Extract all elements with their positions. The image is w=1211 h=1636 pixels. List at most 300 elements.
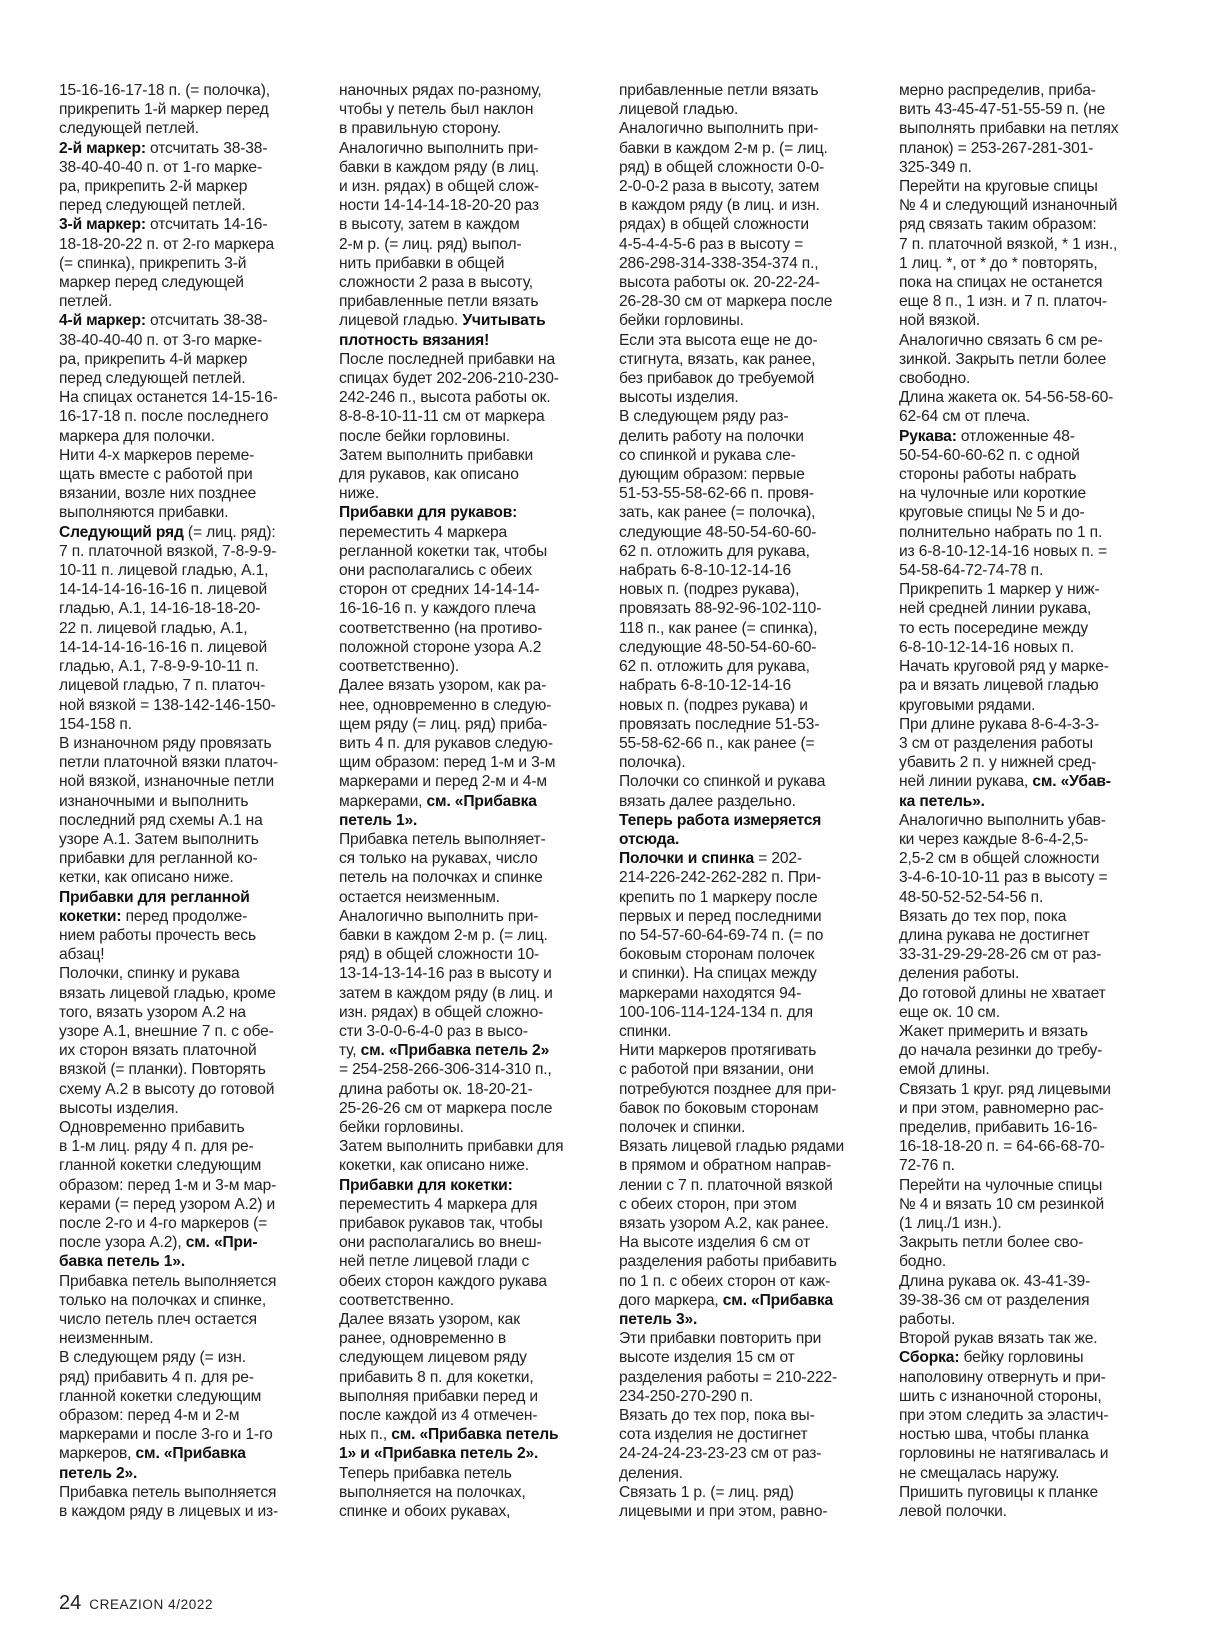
text-line: набрать 6-8-10-12-14-16 [619,677,792,695]
text-line: ту, см. «Прибавка петель 2» [339,1042,550,1060]
text-line: круговыми рядами. [899,696,1036,714]
text-line: маркерами и после 3-го и 1-го [59,1426,273,1444]
text-line: 10-11 п. лицевой гладью, А.1, [59,562,269,580]
text-line: 118 п., как ранее (= спинка), [619,619,818,637]
text-line: 4-й маркер: отсчитать 38-38- [59,312,268,330]
text-line: Аналогично выполнить убав- [899,811,1106,829]
text-line: 26-28-30 см от маркера после [619,293,833,311]
text-line: шить с изнаночной стороны, [899,1387,1102,1405]
text-line: Второй рукав вязать так же. [899,1330,1098,1348]
text-line: 72-76 п. [899,1157,955,1175]
text-line: Рукава: отложенные 48- [899,427,1075,445]
text-line: после каждой из 4 отмечен- [339,1407,538,1425]
text-line: мерно распределив, приба- [899,82,1096,99]
text-line: пока на спицах не останется [899,274,1103,292]
text-line: горловины не натягивалась и [899,1445,1109,1463]
text-line: нием работы прочесть весь [59,926,256,944]
text-line: Полочки, спинку и рукава [59,965,240,983]
text-line: № 4 и следующий изнаночный [899,197,1118,215]
text-line: разделения работы = 210-222- [619,1368,838,1386]
text-line: работы. [899,1311,956,1328]
text-line: свободно. [899,370,971,388]
text-line: длина рукава не достигнет [899,926,1090,944]
text-line: на чулочные или короткие [899,485,1087,503]
text-line: Вязать лицевой гладью рядами [619,1138,845,1156]
text-line: 154-158 п. [59,715,132,733]
text-line: ных п., см. «Прибавка петель [339,1426,559,1444]
text-line: До готовой длины не хватает [899,984,1106,1002]
text-line: следующие 48-50-54-60-60- [619,523,817,541]
text-line: Эти прибавки повторить при [619,1330,822,1348]
text-line: гланной кокетки следующим [59,1387,262,1405]
text-line: 16-18-18-20 п. = 64-66-68-70- [899,1138,1105,1156]
text-line: плотность вязания! [339,331,490,349]
text-line: разделения работы прибавить [619,1253,837,1271]
text-line: Затем выполнить прибавки для [339,1138,564,1156]
text-line: соответственно (на противо- [339,619,543,637]
text-line: гладью, А.1, 14-16-18-18-20- [59,600,261,618]
text-line: прибавленные петли вязать [339,293,539,311]
text-line: Длина рукава ок. 43-41-39- [899,1272,1091,1290]
text-line: сторон от средних 14-14-14- [339,581,540,599]
text-line: кетки, как описано ниже. [59,869,234,887]
text-line: бодно. [899,1253,947,1271]
text-line: полочка). [619,754,686,772]
text-line: Далее вязать узором, как ра- [339,677,547,695]
text-line: в каждом ряду (в лиц. и изн. [619,197,820,215]
text-line: ся только на рукавах, число [339,850,538,868]
text-line: нить прибавки в общей [339,254,505,272]
text-line: 8-8-8-10-11-11 см от маркера [339,408,545,426]
text-line: Прибавка петель выполняет- [339,830,546,848]
text-line: 13-14-13-14-16 раз в высоту и [339,965,552,983]
text-line: 51-53-55-58-62-66 п. провя- [619,485,814,503]
text-line: 3 см от разделения работы [899,734,1093,752]
text-line: узоре А.1, внешние 7 п. с обе- [59,1022,274,1040]
text-line: петли платочной вязки платоч- [59,754,278,772]
text-line: бавки в каждом 2-м р. (= лиц. [619,139,828,157]
text-line: В следующем ряду (= изн. [59,1349,246,1367]
text-line: выполнять прибавки на петлях [899,120,1119,138]
text-line: после узора А.2), см. «При- [59,1234,258,1252]
text-line: 62-64 см от плеча. [899,408,1030,426]
text-line: Перейти на круговые спицы [899,178,1098,196]
text-line: стигнута, вязать, как ранее, [619,350,816,368]
text-line: выполняется на полочках, [339,1483,526,1501]
text-line: 22 п. лицевой гладью, А.1, [59,619,248,637]
text-line: Закрыть петли более сво- [899,1234,1084,1252]
text-line: ряд) прибавить 4 п. для ре- [59,1368,254,1386]
text-line: образом: перед 1-м и 3-м мар- [59,1176,277,1194]
text-line: Нити 4-х маркеров переме- [59,446,255,464]
text-line: с работой при вязании, они [619,1061,814,1079]
text-line: Прибавки для регланной [59,888,250,906]
text-line: петель на полочках и спинке [339,869,543,887]
text-line: 24-24-24-23-23-23 см от раз- [619,1445,822,1463]
text-line: стороны работы набрать [899,466,1077,484]
text-line: выполняются прибавки. [59,504,229,522]
text-line: кокетки: перед продолже- [59,907,248,925]
text-line: дующим образом: первые [619,466,805,484]
text-line: 7 п. платочной вязкой, 7-8-9-9- [59,542,277,560]
text-line: сота изделия не достигнет [619,1426,808,1444]
text-line: то есть посередине между [899,619,1088,637]
text-line: Одновременно прибавить [59,1118,245,1136]
text-line: новых п. (подрез рукава) и [619,696,808,714]
text-line: На высоте изделия 6 см от [619,1234,810,1252]
text-line: следующей петлей. [59,120,199,138]
text-line: 25-26-26 см от маркера после [339,1099,553,1117]
text-line: Прибавки для рукавов: [339,504,518,522]
text-line: полочек и спинки. [619,1118,746,1136]
text-line: Следующий ряд (= лиц. ряд): [59,523,276,541]
text-line: прибавить 8 п. для кокетки, [339,1368,534,1386]
text-line: 62 п. отложить для рукава, [619,658,810,676]
text-line: Жакет примерить и вязать [899,1022,1088,1040]
text-line: следующие 48-50-54-60-60- [619,638,817,656]
text-line: 14-14-14-16-16-16 п. лицевой [59,581,268,599]
text-line: 54-58-64-72-74-78 п. [899,562,1044,580]
text-line: ряд) в общей сложности 10- [339,946,540,964]
text-line: Связать 1 р. (= лиц. ряд) [619,1483,794,1501]
text-line: вязать далее раздельно. [619,792,796,810]
text-line: до начала резинки до требу- [899,1042,1103,1060]
text-line: 48-50-52-52-54-56 п. [899,888,1044,906]
text-line: ной вязкой. [899,312,981,330]
text-line: после бейки горловины. [339,427,510,445]
text-line: емой длины. [899,1061,990,1079]
text-line: их сторон вязать платочной [59,1042,257,1060]
text-line: Нити маркеров протягивать [619,1042,817,1060]
text-line: перед следующей петлей. [59,370,246,388]
text-line: 38-40-40-40 п. от 1-го марке- [59,158,262,176]
text-line: пределив, прибавить 16-16- [899,1118,1098,1136]
text-line: бавок по боковым сторонам [619,1099,819,1117]
text-line: 2-м р. (= лиц. ряд) выпол- [339,235,522,253]
text-line: ней средней линии рукава, [899,600,1092,618]
text-line: соответственно. [339,1291,455,1309]
text-line: 1» и «Прибавка петель 2». [339,1445,539,1463]
text-line: прикрепить 1-й маркер перед [59,101,269,119]
text-line: число петель плеч остается [59,1311,257,1328]
text-line: ряд связать таким образом: [899,216,1097,234]
text-line: петель 2». [59,1464,138,1482]
text-line: После последней прибавки на [339,350,556,368]
text-line: высота работы ок. 20-22-24- [619,274,820,292]
text-line: не смещалась наружу. [899,1464,1060,1482]
text-line: при этом следить за эластич- [899,1407,1109,1425]
text-line: изнаночными и выполнить [59,792,249,810]
text-line: абзац! [59,946,105,964]
text-line: по 54-57-60-64-69-74 п. (= по [619,926,824,944]
text-line: Начать круговой ряд у марке- [899,658,1109,676]
magazine-issue: CREAZION 4/2022 [89,1597,214,1612]
text-line: прибавленные петли вязать [619,82,819,99]
text-line: ниже. [339,485,380,503]
text-line: ряд) в общей сложности 0-0- [619,158,825,176]
text-line: зать, как ранее (= полочка), [619,504,816,522]
text-line: ностью шва, чтобы планка [899,1426,1089,1444]
text-line: 1 лиц. *, от * до * повторять, [899,254,1098,272]
text-line: неизменным. [59,1330,154,1348]
text-line: Прибавка петель выполняется [59,1272,277,1290]
text-line: Вязать до тех пор, пока вы- [619,1407,815,1425]
text-line: 55-58-62-66 п., как ранее (= [619,734,815,752]
text-line: Прибавка петель выполняется [59,1483,277,1501]
text-line: Аналогично выполнить при- [619,120,819,138]
text-line: Затем выполнить прибавки [339,446,534,464]
text-line: из 6-8-10-12-14-16 новых п. = [899,542,1107,560]
text-line: отсюда. [619,830,680,848]
text-line: Теперь работа измеряется [619,811,822,829]
text-line: чтобы у петель был наклон [339,101,534,119]
text-line: В изнаночном ряду провязать [59,734,272,752]
text-line: по 1 п. с обеих сторон от каж- [619,1272,831,1290]
text-line: 7 п. платочной вязкой, * 1 изн., [899,235,1118,253]
text-line: Аналогично выполнить при- [339,907,539,925]
text-line: бавки в каждом ряду (в лиц. [339,158,540,176]
text-line: маркерами, см. «Прибавка [339,792,537,810]
text-line: остается неизменным. [339,888,500,906]
text-line: Если эта высота еще не до- [619,331,818,349]
text-line: ра и вязать лицевой гладью [899,677,1099,695]
text-line: переместить 4 маркера [339,523,508,541]
text-line: Аналогично выполнить при- [339,139,539,157]
text-line: сти 3-0-0-6-4-0 раз в высо- [339,1022,528,1040]
text-line: высоты изделия. [619,389,739,407]
text-line: схему А.2 в высоту до готовой [59,1080,275,1098]
text-line: петель 3». [619,1311,698,1328]
text-line: Сборка: бейку горловины [899,1349,1084,1367]
text-line: для рукавов, как описано [339,466,519,484]
text-line: 286-298-314-338-354-374 п., [619,254,819,272]
text-line: Пришить пуговицы к планке [899,1483,1099,1501]
text-line: петель 1». [339,811,418,829]
text-line: Полочки и спинка = 202- [619,850,802,868]
text-line: нее, одновременно в следую- [339,696,552,714]
text-line: в каждом ряду в лицевых и из- [59,1503,279,1521]
text-line: делить работу на полочки [619,427,804,445]
text-line: лицевыми и при этом, равно- [619,1503,828,1521]
text-line: ной вязкой, изнаночные петли [59,773,275,791]
text-line: в правильную сторону. [339,120,501,138]
text-line: 2-0-0-2 раза в высоту, затем [619,178,820,196]
text-line: 50-54-60-60-62 п. с одной [899,446,1080,464]
text-line: с обеих сторон, при этом [619,1195,797,1213]
text-line: бейки горловины. [619,312,744,330]
text-line: 2-й маркер: отсчитать 38-38- [59,139,268,157]
text-line: соответственно). [339,658,460,676]
text-line: следующем лицевом ряду [339,1349,527,1367]
text-line: вить 4 п. для рукавов следую- [339,734,553,752]
text-line: еще ок. 10 см. [899,1003,1000,1021]
text-line: 15-16-16-17-18 п. (= полочка), [59,82,270,99]
text-line: ра, прикрепить 2-й маркер [59,178,248,196]
text-line: прибавки для регланной ко- [59,850,258,868]
text-line: они располагались с обеих [339,562,533,580]
text-line: спинке и обоих рукавах, [339,1503,511,1521]
text-line: маркерами находятся 94- [619,984,802,1002]
text-line: ра, прикрепить 4-й маркер [59,350,248,368]
text-line: наночных рядах по-разному, [339,82,542,99]
text-line: ранее, одновременно в [339,1330,507,1348]
text-line: сложности 2 раза в высоту, [339,274,533,292]
text-line: убавить 2 п. у нижней сред- [899,754,1097,772]
text-line: перед следующей петлей. [59,197,246,215]
text-line: образом: перед 4-м и 2-м [59,1407,240,1425]
text-line: спинки. [619,1022,672,1040]
text-line: маркера для полочки. [59,427,215,445]
page-number: 24 [59,1592,82,1614]
text-line: Прибавки для кокетки: [339,1176,513,1194]
text-line: кокетки, как описано ниже. [339,1157,529,1175]
text-line: Вязать до тех пор, пока [899,907,1067,925]
text-line: Далее вязать узором, как [339,1311,520,1328]
text-line: 4-5-4-4-5-6 раз в высоту = [619,235,804,253]
text-line: Связать 1 круг. ряд лицевыми [899,1080,1111,1098]
text-line: новых п. (подрез рукава), [619,581,800,599]
text-line: бавки в каждом 2-м р. (= лиц. [339,926,548,944]
text-line: 3-4-6-10-10-11 раз в высоту = [899,869,1108,887]
text-line: изн. рядах) в общей сложно- [339,1003,544,1021]
text-line: деления. [619,1464,683,1482]
text-line: Длина жакета ок. 54-56-58-60- [899,389,1114,407]
text-line: провязать последние 51-53- [619,715,820,733]
text-line: лении с 7 п. платочной вязкой [619,1176,833,1194]
page-footer [59,1592,213,1615]
text-line: прибавок рукавов так, чтобы [339,1214,543,1232]
text-line: после 2-го и 4-го маркеров (= [59,1214,268,1232]
text-line: петлей. [59,293,113,311]
text-line: маркер перед следующей [59,274,244,292]
text-line: набрать 6-8-10-12-14-16 [619,562,792,580]
text-line: в прямом и обратном направ- [619,1157,832,1175]
text-line: только на полочках и спинке, [59,1291,267,1309]
text-line: 100-106-114-124-134 п. для [619,1003,813,1021]
text-line: боковым сторонам полочек [619,946,815,964]
text-line: зинкой. Закрыть петли более [899,350,1107,368]
text-line: переместить 4 маркера для [339,1195,538,1213]
text-column-4 [899,81,1151,1521]
text-line: спицах будет 202-206-210-230- [339,370,559,388]
text-line: ной вязкой = 138-142-146-150- [59,696,276,714]
text-line: (= спинка), прикрепить 3-й [59,254,247,272]
text-line: (1 лиц./1 изн.). [899,1214,1002,1232]
text-line: вязкой (= планки). Повторять [59,1061,266,1079]
text-line: При длине рукава 8-6-4-3-3- [899,715,1099,733]
text-line: Аналогично связать 6 см ре- [899,331,1103,349]
text-line: 16-17-18 п. после последнего [59,408,269,426]
text-line: и при этом, равномерно рас- [899,1099,1104,1117]
text-line: вить 43-45-47-51-55-59 п. (не [899,101,1106,119]
text-line: 16-16-16 п. у каждого плеча [339,600,536,618]
text-line: лицевой гладью, 7 п. платоч- [59,677,266,695]
text-column-1 [59,81,311,1521]
text-line: гладью, А.1, 7-8-9-9-10-11 п. [59,658,259,676]
text-line: 3-й маркер: отсчитать 14-16- [59,216,268,234]
text-line: вязать лицевой гладью, кроме [59,984,276,1002]
text-line: На спицах останется 14-15-16- [59,389,278,407]
text-line: Полочки со спинкой и рукава [619,773,826,791]
text-line: дого маркера, см. «Прибавка [619,1291,834,1309]
text-line: крепить по 1 маркеру после [619,888,818,906]
text-line: в высоту, затем в каждом [339,216,520,234]
text-line: щать вместе с работой при [59,466,253,484]
text-line: того, вязать узором А.2 на [59,1003,246,1021]
text-line: щим образом: перед 1-м и 3-м [339,754,556,772]
text-line: 325-349 п. [899,158,972,176]
text-line: 242-246 п., высота работы ок. [339,389,551,407]
text-line: наполовину отвернуть и при- [899,1368,1106,1386]
text-line: левой полочки. [899,1503,1007,1521]
text-line: маркеров, см. «Прибавка [59,1445,246,1463]
text-line: В следующем ряду раз- [619,408,789,426]
text-line: в 1-м лиц. ряду 4 п. для ре- [59,1138,254,1156]
text-line: положной стороне узора А.2 [339,638,542,656]
text-line: 38-40-40-40 п. от 3-го марке- [59,331,262,349]
text-line: и изн. рядах) в общей слож- [339,178,539,196]
text-line: последний ряд схемы А.1 на [59,811,263,829]
text-line: 33-31-29-29-28-26 см от раз- [899,946,1102,964]
text-line: лицевой гладью. [619,101,739,119]
text-line: 39-38-36 см от разделения [899,1291,1090,1309]
text-column-2 [339,81,591,1521]
text-line: маркерами и перед 2-м и 4-м [339,773,547,791]
text-line: бавка петель 1». [59,1253,185,1271]
text-line: рядах) в общей сложности [619,216,809,234]
text-line: деления работы. [899,965,1020,983]
text-column-3 [619,81,871,1521]
text-line: ки через каждые 8-6-4-2,5- [899,830,1089,848]
text-line: 6-8-10-12-14-16 новых п. [899,638,1075,656]
text-line: 214-226-242-262-282 п. При- [619,869,822,887]
text-line: выполняя прибавки перед и [339,1387,538,1405]
text-line: и спинки). На спицах между [619,965,817,983]
text-line: круговые спицы № 5 и до- [899,504,1085,522]
text-line: провязать 88-92-96-102-110- [619,600,822,618]
text-line: со спинкой и рукава сле- [619,446,796,464]
text-line: 2,5-2 см в общей сложности [899,850,1100,868]
text-line: = 254-258-266-306-314-310 п., [339,1061,552,1079]
text-line: планок) = 253-267-281-301- [899,139,1094,157]
text-line: регланной кокетки так, чтобы [339,542,548,560]
text-line: Перейти на чулочные спицы [899,1176,1103,1194]
text-line: высоты изделия. [59,1099,179,1117]
text-line: 62 п. отложить для рукава, [619,542,810,560]
text-line: бейки горловины. [339,1118,464,1136]
text-line: ней петле лицевой глади с [339,1253,530,1271]
text-line: они располагались во внеш- [339,1234,542,1252]
text-line: щем ряду (= лиц. ряд) приба- [339,715,548,733]
text-line: Теперь прибавка петель [339,1464,512,1482]
text-line: 234-250-270-290 п. [619,1387,754,1405]
text-line: ности 14-14-14-18-20-20 раз [339,197,539,215]
text-line: вязании, возле них позднее [59,485,257,503]
text-line: ней линии рукава, см. «Убав- [899,773,1111,791]
text-line: узоре А.1. Затем выполнить [59,830,259,848]
text-line: первых и перед последними [619,907,822,925]
text-line: затем в каждом ряду (в лиц. и [339,984,553,1002]
text-line: длина работы ок. 18-20-21- [339,1080,533,1098]
text-line: ка петель». [899,792,985,810]
text-line: гланной кокетки следующим [59,1157,262,1175]
text-line: обеих сторон каждого рукава [339,1272,547,1290]
text-line: потребуются позднее для при- [619,1080,837,1098]
text-line: лицевой гладью. Учитывать [339,312,546,330]
text-line: высоте изделия 15 см от [619,1349,795,1367]
text-line: керами (= перед узором А.2) и [59,1195,276,1213]
text-line: полнительно набрать по 1 п. [899,523,1103,541]
